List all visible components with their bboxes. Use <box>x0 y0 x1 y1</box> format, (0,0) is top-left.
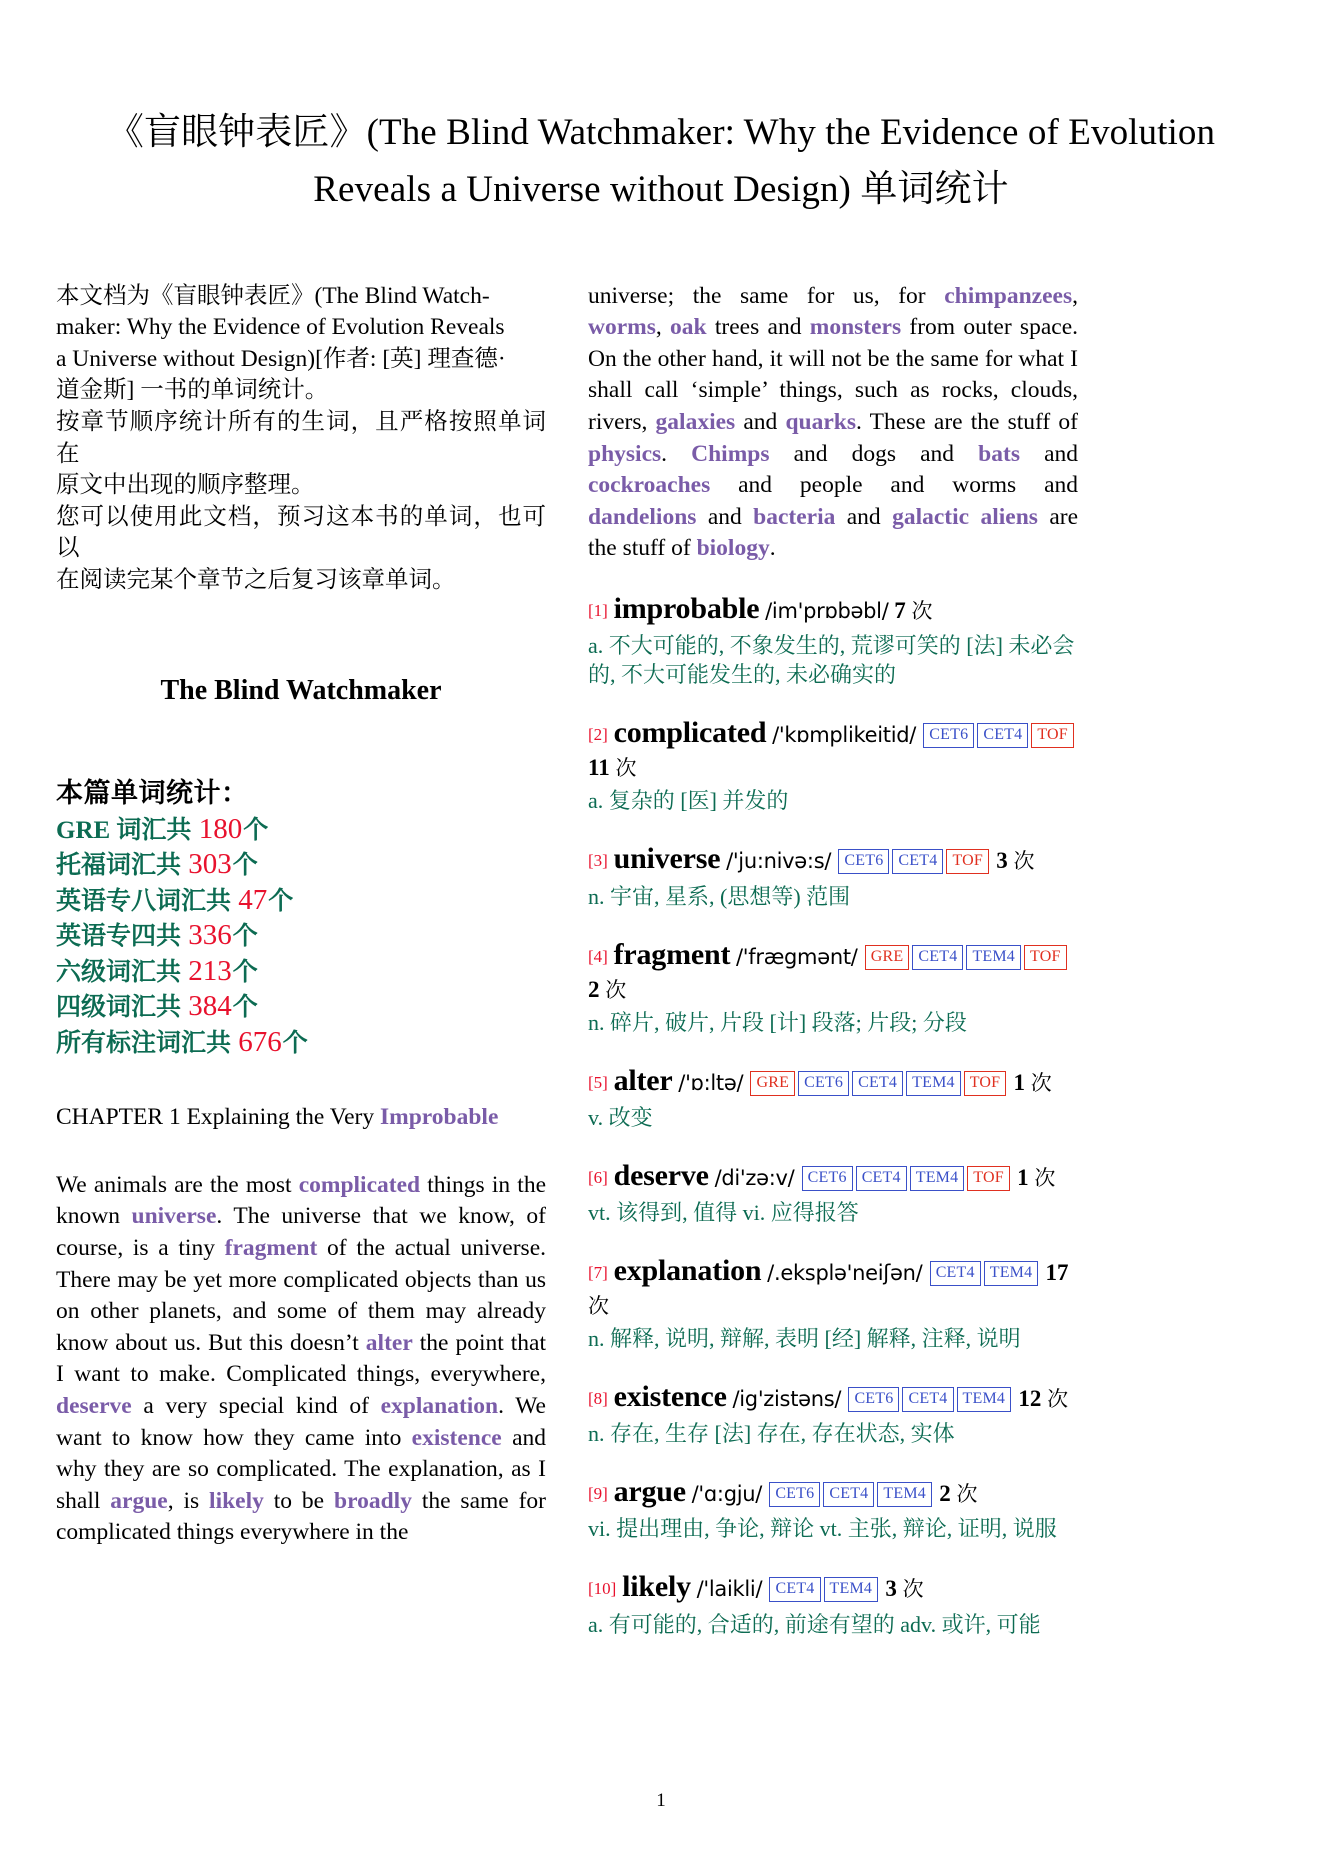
stat-unit: 个 <box>268 887 294 915</box>
intro-line: 本文档为《盲眼钟表匠》(The Blind Watch- <box>56 282 490 309</box>
intro-line: 原文中出现的顺序整理。 <box>56 472 315 499</box>
exam-tag-badge: CET4 <box>769 1577 820 1602</box>
exam-tag-badge: CET4 <box>912 945 963 970</box>
stat-label: 英语专八词汇共 <box>56 887 238 915</box>
stats-list <box>56 812 546 1061</box>
left-column <box>56 281 546 1639</box>
body-text: , <box>1072 282 1078 309</box>
stat-unit: 个 <box>232 994 258 1022</box>
exam-tag-badge: CET6 <box>769 1482 820 1507</box>
body-text: and <box>835 503 893 530</box>
entry-occurrence-unit: 次 <box>615 756 637 781</box>
highlighted-word: monsters <box>809 314 902 341</box>
entry-headline <box>588 589 1078 629</box>
entry-headline <box>588 1156 1078 1196</box>
vocabulary-entry <box>588 1567 1078 1638</box>
stat-label: 所有标注词汇共 <box>56 1029 238 1057</box>
entry-definition: a. 不大可能的, 不象发生的, 荒谬可笑的 [法] 未必会的, 不大可能发生的, 未必确实的 <box>588 633 1075 688</box>
entry-index: [9] <box>588 1484 608 1504</box>
highlighted-word: likely <box>209 1487 264 1514</box>
entry-index: [8] <box>588 1389 608 1409</box>
exam-tag-badge: CET4 <box>823 1482 874 1507</box>
vocabulary-entry <box>588 713 1078 815</box>
highlighted-word: argue <box>110 1487 168 1514</box>
stat-line <box>56 1025 546 1061</box>
two-column-body <box>50 281 1272 1639</box>
stat-value: 384 <box>188 990 232 1023</box>
section-title: The Blind Watchmaker <box>160 674 442 706</box>
entry-word[interactable]: universe <box>613 842 721 876</box>
page-title: 《盲眼钟表匠》(The Blind Watchmaker: Why the Evidence of Evolution Reveals a Universe without Design) 单词统计 <box>106 112 1216 211</box>
body-text: universe; the same for us, for <box>588 282 945 309</box>
stat-unit: 个 <box>243 816 269 844</box>
entry-definition: vt. 该得到, 值得 vi. 应得报答 <box>588 1199 859 1225</box>
entry-index: [2] <box>588 725 608 745</box>
body-text: the point that I want to make. Complicated things, everywhere, <box>56 1329 546 1388</box>
vocabulary-entry <box>588 1061 1078 1132</box>
body-text: are the stuff of <box>588 503 1078 562</box>
entry-phonetic: /'ɒ:ltə/ <box>678 1070 744 1095</box>
highlighted-word: Chimps <box>691 440 770 467</box>
entry-index: [3] <box>588 851 608 871</box>
entry-word[interactable]: deserve <box>613 1158 709 1192</box>
body-text: We animals are the most <box>56 1171 299 1198</box>
exam-tag-badge: GRE <box>865 945 910 970</box>
intro-line: 按章节顺序统计所有的生词，且严格按照单词在 <box>56 409 546 467</box>
body-text: . The universe that we know, of course, is a tiny <box>56 1203 546 1262</box>
body-text: . <box>661 440 692 467</box>
right-column <box>588 281 1078 1639</box>
intro-paragraph <box>56 281 546 597</box>
body-text: and dogs and <box>769 440 979 467</box>
exam-tag-badge: CET6 <box>802 1166 853 1191</box>
highlighted-word: galaxies <box>655 409 736 436</box>
exam-tag-badge: TOF <box>1024 945 1067 970</box>
exam-tag-badge: TEM4 <box>906 1071 961 1096</box>
stat-unit: 个 <box>282 1029 308 1057</box>
entry-phonetic: /'ɑ:gju/ <box>691 1482 763 1507</box>
stat-label: 托福词汇共 <box>56 852 188 880</box>
exam-tag-badge: TOF <box>967 1166 1010 1191</box>
entry-headline <box>588 1061 1078 1101</box>
exam-tag-badge: CET4 <box>892 849 943 874</box>
entry-occurrence-unit: 次 <box>956 1482 978 1507</box>
exam-tag-badge: CET4 <box>902 1387 953 1412</box>
entry-index: [7] <box>588 1263 608 1282</box>
entry-index: [10] <box>588 1579 617 1599</box>
stat-line <box>56 883 546 919</box>
body-text: a very special kind of <box>131 1392 381 1419</box>
entry-word[interactable]: explanation <box>613 1254 762 1287</box>
highlighted-word: deserve <box>56 1392 132 1419</box>
entry-word[interactable]: likely <box>622 1570 691 1604</box>
exam-tag-badge: CET4 <box>930 1261 981 1286</box>
entry-definition: v. 改变 <box>588 1104 653 1130</box>
entry-occurrence-unit: 次 <box>605 977 627 1002</box>
exam-tag-badge: GRE <box>750 1071 795 1096</box>
highlighted-word: biology <box>696 535 770 562</box>
entry-occurrence-count: 7 <box>894 598 906 624</box>
body-text: and <box>696 503 754 530</box>
entry-definition: n. 宇宙, 星系, (思想等) 范围 <box>588 883 851 909</box>
stat-label: 四级词汇共 <box>56 994 188 1022</box>
vocabulary-entry <box>588 1472 1078 1543</box>
intro-line: 道金斯] 一书的单词统计。 <box>56 377 329 404</box>
exam-tag-badge: TEM4 <box>957 1387 1012 1412</box>
entry-word[interactable]: argue <box>613 1475 686 1509</box>
entry-headline <box>588 1472 1078 1512</box>
entry-word[interactable]: fragment <box>613 937 731 971</box>
exam-tag-badge: CET6 <box>838 849 889 874</box>
entry-occurrence-unit: 次 <box>1030 1070 1052 1095</box>
highlighted-word: worms <box>588 314 656 341</box>
entry-occurrence-count: 12 <box>1018 1386 1042 1412</box>
entry-phonetic: /im'prɒbəbl/ <box>765 599 889 624</box>
body-text: things in the known <box>56 1171 546 1230</box>
body-text: the same for complicated things everywhere in the <box>56 1487 547 1546</box>
exam-tag-badge: TEM4 <box>910 1166 965 1191</box>
stats-title: 本篇单词统计： <box>56 777 249 808</box>
entry-occurrence-count: 1 <box>1017 1164 1029 1190</box>
exam-tag-badge: CET6 <box>848 1387 899 1412</box>
body-text: . These are the stuff of <box>856 409 1078 436</box>
entry-index: [5] <box>588 1072 608 1092</box>
exam-tag-badge: TEM4 <box>966 945 1021 970</box>
entry-definition: vi. 提出理由, 争论, 辩论 vt. 主张, 辩论, 证明, 说服 <box>588 1516 1057 1542</box>
highlighted-word: broadly <box>334 1487 412 1514</box>
stat-unit: 个 <box>232 852 258 880</box>
entry-definition: n. 存在, 生存 [法] 存在, 存在状态, 实体 <box>588 1421 955 1447</box>
entry-definition: a. 有可能的, 合适的, 前途有望的 adv. 或许, 可能 <box>588 1611 1041 1637</box>
exam-tag-badge: TOF <box>1031 723 1074 748</box>
stat-line <box>56 954 546 990</box>
body-text: . <box>769 535 776 562</box>
intro-line: 您可以使用此文档，预习这本书的单词，也可以 <box>56 503 546 562</box>
entry-headline <box>588 1251 1078 1322</box>
entry-headline <box>588 935 1078 1006</box>
body-text: . We want to know how they came into <box>56 1392 546 1451</box>
entry-occurrence-unit: 次 <box>588 1294 609 1319</box>
chapter-heading <box>56 1102 546 1134</box>
entry-occurrence-count: 17 <box>1045 1260 1069 1285</box>
body-text: and <box>1019 440 1079 467</box>
stat-unit: 个 <box>232 958 258 986</box>
entry-occurrence-count: 2 <box>588 976 600 1002</box>
page-number: 1 <box>656 1790 666 1811</box>
entry-word[interactable]: existence <box>613 1380 727 1414</box>
stat-value: 47 <box>238 883 268 916</box>
highlighted-word: alter <box>365 1329 413 1356</box>
stat-label: 六级词汇共 <box>56 958 188 986</box>
body-text: and why they are so complicated. The explanation, as I shall <box>56 1424 546 1514</box>
entry-headline <box>588 713 1078 784</box>
exam-tag-badge: TOF <box>946 849 989 874</box>
exam-tag-badge: CET4 <box>856 1166 907 1191</box>
entry-occurrence-count: 3 <box>996 848 1008 874</box>
stat-value: 303 <box>188 848 232 881</box>
highlighted-word: bacteria <box>753 503 836 530</box>
exam-tag-badge: TEM4 <box>877 1482 932 1507</box>
vocabulary-entry <box>588 1377 1078 1448</box>
intro-line: a Universe without Design)[作者: [英] 理查德· <box>56 345 506 372</box>
entry-occurrence-count: 11 <box>588 755 610 781</box>
highlighted-word: existence <box>411 1424 502 1451</box>
entry-index: [4] <box>588 946 608 966</box>
exam-tag-badge: TOF <box>964 1071 1007 1096</box>
body-text: and people and worms and <box>710 472 1078 499</box>
body-text: of the actual universe. There may be yet more complicated objects than us on other planets, and some of them may already know about us. But this doesn’t <box>56 1235 547 1356</box>
highlighted-word: chimpanzees <box>944 282 1073 309</box>
vocabulary-entry <box>588 839 1078 910</box>
intro-line: 在阅读完某个章节之后复习该章单词。 <box>56 567 456 594</box>
stat-label: 英语专四共 <box>56 923 188 951</box>
entry-index: [1] <box>588 601 608 621</box>
stat-line <box>56 989 546 1025</box>
right-body-paragraph <box>588 281 1078 565</box>
highlighted-word: galactic aliens <box>892 503 1038 530</box>
highlighted-word: dandelions <box>588 503 697 530</box>
body-text: and <box>735 409 786 436</box>
entry-occurrence-unit: 次 <box>902 1577 924 1602</box>
stat-value: 676 <box>238 1025 282 1058</box>
highlighted-word: explanation <box>380 1392 499 1419</box>
highlighted-word: cockroaches <box>588 472 711 499</box>
exam-tag-badge: TEM4 <box>824 1577 879 1602</box>
exam-tag-badge: CET4 <box>852 1071 903 1096</box>
entry-occurrence-unit: 次 <box>1047 1387 1069 1412</box>
entry-phonetic: /ig'zistəns/ <box>732 1387 842 1412</box>
highlighted-word: physics <box>588 440 662 467</box>
entry-headline <box>588 839 1078 879</box>
body-text: trees and <box>706 314 810 341</box>
entry-word[interactable]: improbable <box>613 592 760 626</box>
highlighted-word: quarks <box>785 409 856 436</box>
entry-occurrence-unit: 次 <box>911 599 933 624</box>
entry-index: [6] <box>588 1167 608 1187</box>
intro-line: maker: Why the Evidence of Evolution Reveals <box>56 314 505 341</box>
entry-occurrence-count: 2 <box>939 1481 951 1507</box>
stat-line <box>56 918 546 954</box>
exam-tag-badge: CET6 <box>923 723 974 748</box>
entry-occurrence-unit: 次 <box>1034 1165 1056 1190</box>
entry-definition: n. 碎片, 破片, 片段 [计] 段落; 片段; 分段 <box>588 1009 967 1035</box>
entry-phonetic: /'frægmənt/ <box>736 944 858 969</box>
entry-phonetic: /'laikli/ <box>696 1577 763 1602</box>
stat-label: GRE 词汇共 <box>56 816 198 844</box>
stat-unit: 个 <box>232 923 258 951</box>
highlighted-word: complicated <box>298 1171 421 1198</box>
vocabulary-entry <box>588 935 1078 1037</box>
entry-phonetic: /di'zə:v/ <box>714 1165 795 1190</box>
entry-headline <box>588 1377 1078 1417</box>
stat-value: 213 <box>188 954 232 987</box>
body-text: , <box>655 314 671 341</box>
body-text: to be <box>263 1487 335 1514</box>
entry-word[interactable]: complicated <box>613 716 767 750</box>
entry-word[interactable]: alter <box>613 1063 673 1097</box>
vocabulary-entry <box>588 1251 1078 1353</box>
stat-value: 336 <box>188 919 232 952</box>
entry-headline <box>588 1567 1078 1607</box>
stat-line <box>56 847 546 883</box>
body-text: from outer space. On the other hand, it will not be the same for what I shall call ‘simple’ things, such as rocks, clouds, rivers, <box>588 314 1078 436</box>
body-text: , is <box>167 1487 210 1514</box>
entry-occurrence-count: 1 <box>1013 1069 1026 1095</box>
exam-tag-badge: CET4 <box>977 723 1028 748</box>
exam-tag-badge: TEM4 <box>984 1261 1039 1286</box>
highlighted-word: bats <box>978 440 1020 467</box>
chapter-highlight-word: Improbable <box>379 1104 499 1131</box>
stat-value: 180 <box>198 812 243 845</box>
entry-definition: a. 复杂的 [医] 并发的 <box>588 788 789 814</box>
vocabulary-entry <box>588 589 1078 689</box>
chapter-prefix: CHAPTER 1 Explaining the Very <box>56 1104 380 1131</box>
highlighted-word: fragment <box>224 1235 318 1262</box>
vocabulary-entry <box>588 1156 1078 1227</box>
entry-phonetic: /'ju:nivə:s/ <box>726 849 832 874</box>
entry-occurrence-count: 3 <box>885 1576 897 1602</box>
vocabulary-entry-list <box>588 589 1078 1639</box>
entry-definition: n. 解释, 说明, 辩解, 表明 [经] 解释, 注释, 说明 <box>588 1326 1021 1351</box>
entry-phonetic: /.eksplə'neiʃən/ <box>767 1261 923 1285</box>
stat-line <box>56 812 546 848</box>
entry-occurrence-unit: 次 <box>1013 849 1035 874</box>
entry-phonetic: /'kɒmplikeitid/ <box>772 723 917 748</box>
highlighted-word: oak <box>670 314 707 341</box>
left-body-paragraph <box>56 1170 546 1549</box>
highlighted-word: universe <box>131 1203 217 1230</box>
exam-tag-badge: CET6 <box>798 1071 849 1096</box>
